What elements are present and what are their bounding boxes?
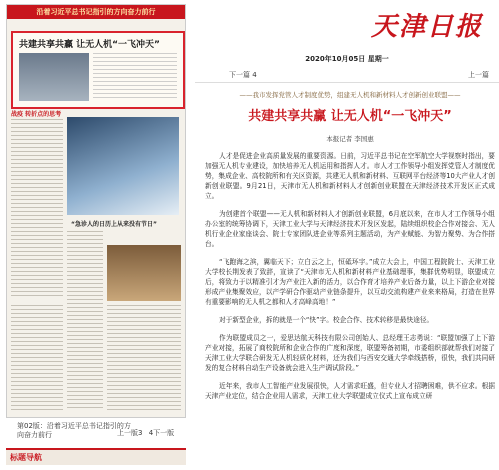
thumbnail-text-block bbox=[93, 53, 177, 101]
article-kicker: ——我市发挥党管人才制度优势，组建无人机和新材料人才创新创业联盟—— bbox=[239, 91, 461, 99]
masthead bbox=[195, 0, 499, 48]
page-pager bbox=[117, 428, 178, 438]
article-paragraph: 近年来，我市人工智能产业发展很快，人才需求旺盛，但专业人才招聘困难，供不应求。根据天津产业定位，结合企业用人需求，天津工业大学联盟成立仪式上宣布成立研 bbox=[205, 382, 495, 400]
thumbnail-photo bbox=[107, 245, 181, 301]
next-page-link[interactable]: 4下一版 bbox=[148, 429, 175, 437]
page-thumbnail[interactable] bbox=[6, 4, 186, 418]
thumbnail-photo bbox=[67, 117, 179, 215]
newspaper-logo[interactable]: 天津日报 bbox=[370, 12, 483, 42]
article-paragraph: 对于新型企业，拆的就是一个“快”字。校企合作、技术转移是最快途径。 bbox=[219, 316, 434, 324]
article-paragraph: 作为联盟成员之一，爱思达航天科技有限公司创始人、总经理王志勇说：“联盟加强了上下游产业对接，拓展了商校院所和企业合作的广度和深度，联盟筹备初期，市委组织部就帮我们对接了天津工业大学联合研发无人机轻质化材料，还为我们与西安交通大学牵线搭桥，很快，我们共同研发的复合材料自动生产设备就会进入生产调试阶段。” bbox=[205, 334, 495, 372]
title-navigation-heading: 标题导航 bbox=[6, 448, 186, 465]
thumbnail-article-hotspot[interactable] bbox=[11, 31, 185, 109]
prev-page-link[interactable]: 上一版3 bbox=[117, 429, 143, 437]
thumbnail-headline: 共建共享共赢 让无人机“一飞冲天” bbox=[19, 40, 160, 50]
article bbox=[205, 90, 495, 401]
thumbnail-text-column bbox=[107, 305, 181, 411]
article-title: 共建共享共赢 让无人机“一飞冲天” bbox=[248, 109, 452, 124]
title-navigation bbox=[6, 448, 186, 470]
thumbnail-text-column bbox=[67, 231, 103, 411]
thumbnail-subhead: 战疫 转折点的思考 bbox=[11, 111, 62, 118]
thumbnail-text-column bbox=[11, 305, 63, 411]
next-article-link[interactable]: 下一篇 4 bbox=[229, 71, 257, 79]
article-byline: 本报记者 李国惠 bbox=[326, 135, 374, 143]
article-paragraph: 人才是促进企业高质量发展的重要资源。日前，习近平总书记在空军航空大学视察时指出，要加强无人机专业建设，加快培养无人机运用和指挥人才。市人才工作领导小组发挥党管人才制度优势，集成企业、高校院所和有关区资源，共建无人机和新材料、互联网平台经济等10大产业人才创新创业联盟。9月21日，天津市无人机和新材料人才创新创业联盟在天津经济技术开发区正式成立。 bbox=[205, 152, 495, 200]
article-paragraph: 为创建首个联盟——无人机和新材料人才创新创业联盟，6月底以来，在市人才工作领导小组办公室的统筹协调下，天津工业大学与天津经济技术开发区发起，陆续组织校企合作对接会、无人机行业企业家座谈会、院士专家团队进企业等系列主题活动，为产业赋能、为智力聚势、为合作搭台。 bbox=[205, 210, 495, 248]
thumbnail-text-column bbox=[11, 119, 63, 299]
thumbnail-banner: 沿着习近平总书记指引的方向奋力前行 bbox=[7, 5, 185, 19]
prev-article-link[interactable]: 上一篇 bbox=[468, 71, 489, 79]
issue-date: 2020年10月05日 星期一 bbox=[305, 55, 389, 63]
thumbnail-caption: “急诊人的日历上从来没有节日” bbox=[71, 221, 157, 228]
article-paragraph: “飞跑海之滨，翼临天下；立白云之上，恒砥环宇。”成立大会上，中国工程院院士、天津工业大学校长荆发表了致辞，宣读了“天津市无人机和新材料产业基础理事，集群优势明显，联盟成立后，将致力于以精准引才为产业注入新的活力，以合作育才培养产业后备力量，以上下游企业对接形成产业集聚效应，以产学研合作驱动产业链条提升，以互动交流构建产业来来格局，打造在世界有重要影响的无人机之都和人才高峰高地！” bbox=[205, 258, 495, 306]
thumbnail-photo bbox=[19, 53, 89, 101]
article-nav bbox=[195, 70, 499, 83]
article-panel bbox=[195, 0, 499, 470]
page-section-label: 第02版：沿着习近平总书记指引的方向奋力前行 bbox=[17, 422, 131, 439]
left-panel bbox=[0, 0, 190, 470]
